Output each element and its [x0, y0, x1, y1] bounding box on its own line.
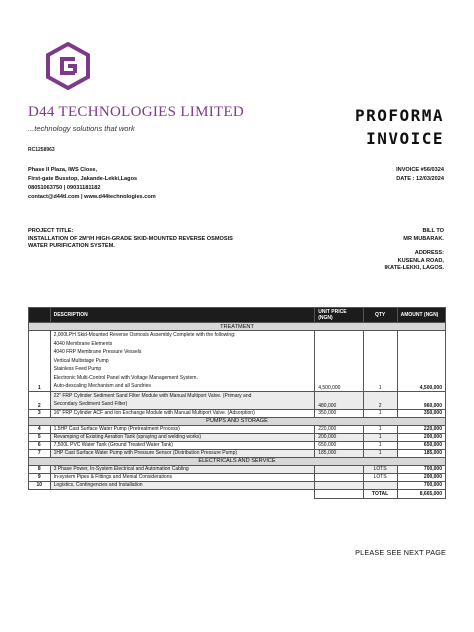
address-line-2: First-gate Busstop, Jakande-Lekki,Lagos: [28, 176, 138, 182]
header-unit-price: UNIT PRICE (NGN): [315, 308, 363, 323]
document-title: [355, 104, 444, 150]
items-table: [28, 307, 446, 499]
table-header-row: [29, 308, 446, 323]
table-row: 8 3 Phase Power, In-System Electrical and Automation Cabling LOTS 700,000: [29, 465, 446, 473]
section-electricals: ELECTRICALS AND SERVICE: [29, 457, 446, 465]
table-row: 7 1HP Cast Surface Water Pump with Pressure Sensor (Distribution Pressure Pump) 185,000 1 185,000: [29, 449, 446, 457]
section-treatment: TREATMENT: [29, 323, 446, 331]
section-pumps: PUMPS AND STORAGE: [29, 417, 446, 425]
table-row: 1 2,000LPH Skid-Mounted Reverse Osmosis Assembly Complete with the following: 4040 Membrane Elements 4040 FRP Membrane Pressure Vessels Vertical Multistage Pump Stainless Feed Pump Electronic Multi-Control Panel with Voltage Management System. Auto-descaling Mechanism and all Sundries 4,500,000 1 4,500,000: [29, 331, 446, 392]
section-row: [29, 417, 446, 425]
table-row: 5 Revamping of Existing Aeration Tank (spraying and welding works) 200,000 1 200,000: [29, 433, 446, 441]
company-address: [28, 166, 156, 202]
invoice-meta: [396, 166, 444, 184]
bill-to-address-label: ADDRESS:: [414, 250, 444, 256]
section-row: [29, 323, 446, 331]
next-page-note: PLEASE SEE NEXT PAGE: [355, 548, 446, 557]
table-row: 6 7,500L PVC Water Tank (Ground Treated Water Tank) 650,000 1 650,000: [29, 441, 446, 449]
total-label: TOTAL: [363, 489, 397, 498]
header-amount: AMOUNT (NGN): [397, 308, 445, 323]
project-line-1: INSTALLATION OF 2M³/H HIGH-GRADE SKID-MOUNTED REVERSE OSMOSIS: [28, 235, 233, 242]
bill-to-address-line-1: KUSENLA ROAD,: [397, 257, 444, 264]
project-line-2: WATER PURIFICATION SYSTEM.: [28, 243, 115, 249]
total-row: [29, 489, 446, 498]
table-row: 10 Logistics, Contingencies and Installation 700,000: [29, 481, 446, 489]
item-description: 22" FRP Cylinder Sediment Sand Filter Module with Manual Multiport Valve. (Primary and Secondary Sediment Sand Filter): [50, 391, 315, 409]
company-logo: [44, 42, 92, 90]
company-phone: 08051063750 | 09031181182: [28, 185, 101, 191]
table-row: 9 In-system Pipes & Fittings and Menial Considerations LOTS 200,000: [29, 473, 446, 481]
bill-to-label: BILL TO: [422, 228, 444, 234]
total-amount: 8,665,000: [397, 489, 445, 498]
address-line-1: Phase II Plaza, IWS Close,: [28, 167, 98, 173]
title-line-2: INVOICE: [366, 129, 444, 148]
company-name: D44 TECHNOLOGIES LIMITED: [28, 104, 245, 120]
table-row: 4 1.5HP Cast Surface Water Pump (Pretreatment Process) 220,000 1 220,000: [29, 425, 446, 433]
company-tagline: ...technology solutions that work: [28, 124, 135, 133]
invoice-date: DATE : 12/03/2024: [396, 176, 444, 182]
company-contact: contact@d44tl.com | www.d44technologies.com: [28, 194, 156, 200]
project-label: PROJECT TITLE:: [28, 228, 74, 234]
bill-to-address-line-2: IKATE-LEKKI, LAGOS.: [384, 265, 444, 271]
bill-to-name: MR MUBARAK.: [403, 235, 444, 242]
rc-number: RC1258963: [28, 147, 55, 153]
title-line-1: PROFORMA: [354, 106, 444, 125]
project-title: [28, 228, 328, 251]
item-description: 2,000LPH Skid-Mounted Reverse Osmosis Assembly Complete with the following: 4040 Membrane Elements 4040 FRP Membrane Pressure Vessels Vertical Multistage Pump Stainless Feed Pump Electronic Multi-Control Panel with Voltage Management System. Auto-descaling Mechanism and all Sundries: [50, 331, 315, 392]
section-row: [29, 457, 446, 465]
header-description: DESCRIPTION: [50, 308, 315, 323]
table-row: 2 22" FRP Cylinder Sediment Sand Filter Module with Manual Multiport Valve. (Primary and Secondary Sediment Sand Filter) 480,000 2 960,000: [29, 391, 446, 409]
bill-to: [384, 228, 444, 273]
invoice-number: INVOICE #56/0324: [396, 167, 444, 173]
header-qty: QTY: [363, 308, 397, 323]
table-row: 3 16" FRP Cylinder ACF and Ion Exchange Module with Manual Multiport Valve. (Adsorption) 350,000 1 350,000: [29, 409, 446, 417]
